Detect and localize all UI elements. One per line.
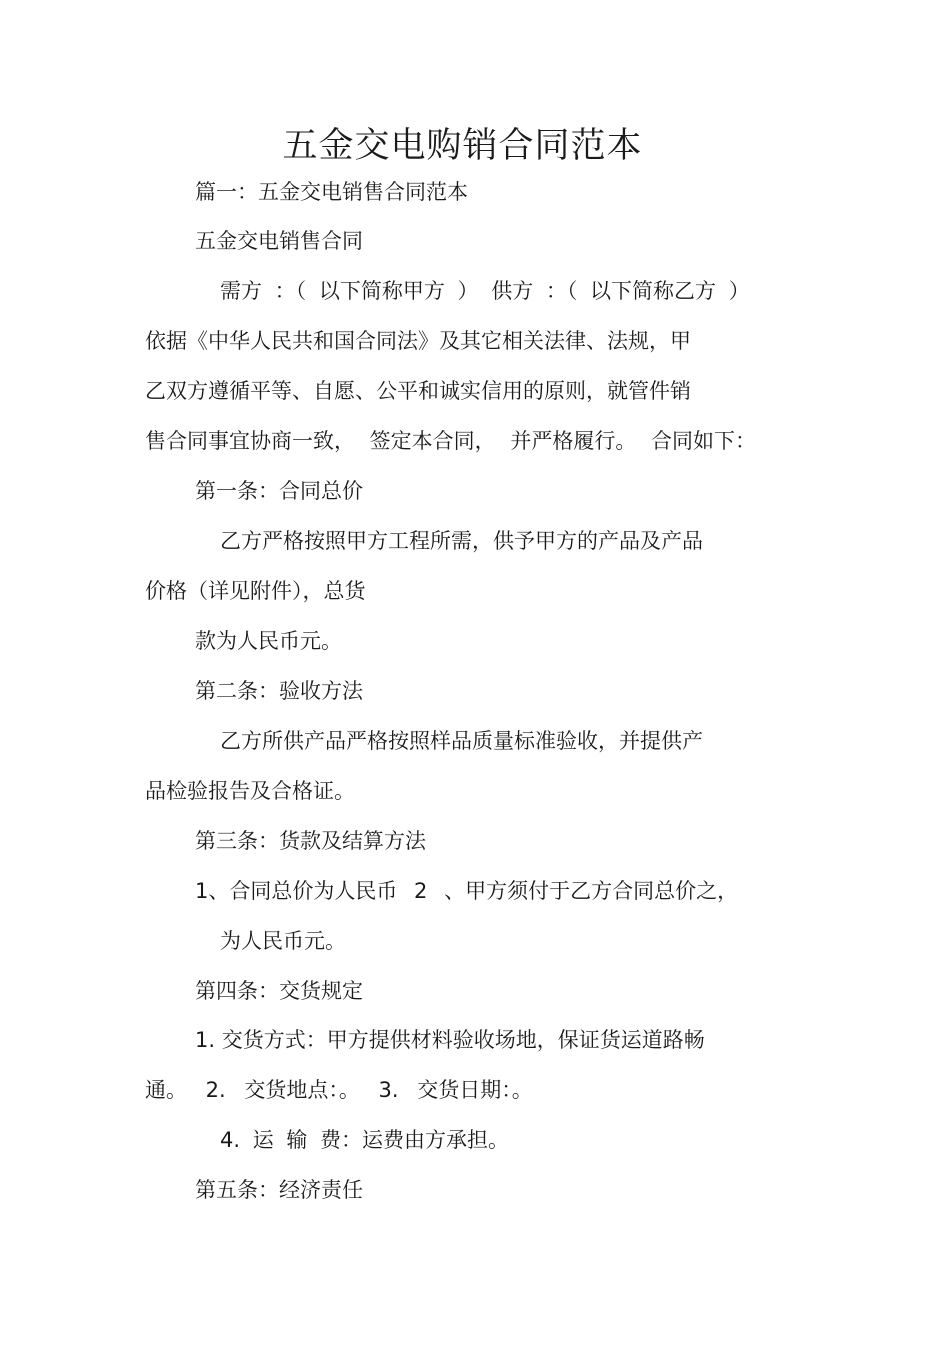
paragraph-line: 乙方严格按照甲方工程所需，供予甲方的产品及产品: [220, 529, 703, 553]
contract-name: 五金交电销售合同: [195, 229, 363, 253]
article-2-heading: 第二条：验收方法: [195, 679, 363, 703]
paragraph-line: 乙方所供产品严格按照样品质量标准验收，并提供产: [220, 729, 703, 753]
paragraph-line: 为人民币元。: [220, 929, 346, 953]
paragraph-line: 售合同事宜协商一致， 签定本合同， 并严格履行。 合同如下：: [145, 429, 757, 453]
paragraph-line: 品检验报告及合格证。: [145, 779, 355, 803]
paragraph-line: 1. 交货方式：甲方提供材料验收场地，保证货运道路畅: [195, 1028, 705, 1052]
document-title: 五金交电购销合同范本: [282, 126, 643, 166]
section-heading-part-one: 篇一：五金交电销售合同范本: [195, 180, 468, 204]
article-5-heading: 第五条：经济责任: [195, 1178, 363, 1202]
paragraph-line: 乙双方遵循平等、自愿、公平和诚实信用的原则，就管件销: [145, 379, 691, 403]
article-1-heading: 第一条：合同总价: [195, 479, 363, 503]
article-3-heading: 第三条：货款及结算方法: [195, 829, 426, 853]
paragraph-line: 款为人民币元。: [195, 629, 342, 653]
article-4-heading: 第四条：交货规定: [195, 979, 363, 1003]
paragraph-line: 1、合同总价为人民币 2 、甲方须付于乙方合同总价之，: [195, 879, 739, 903]
parties-line: 需方 ：（ 以下简称甲方 ） 供方 ：（ 以下简称乙方 ）: [220, 279, 750, 303]
paragraph-line: 通。 2. 交货地点：。 3. 交货日期：。: [145, 1078, 533, 1102]
paragraph-line: 4. 运 输 费：运费由方承担。: [220, 1128, 510, 1152]
paragraph-line: 依据《中华人民共和国合同法》及其它相关法律、法规，甲: [145, 329, 691, 353]
paragraph-line: 价格（详见附件），总货: [145, 579, 366, 603]
